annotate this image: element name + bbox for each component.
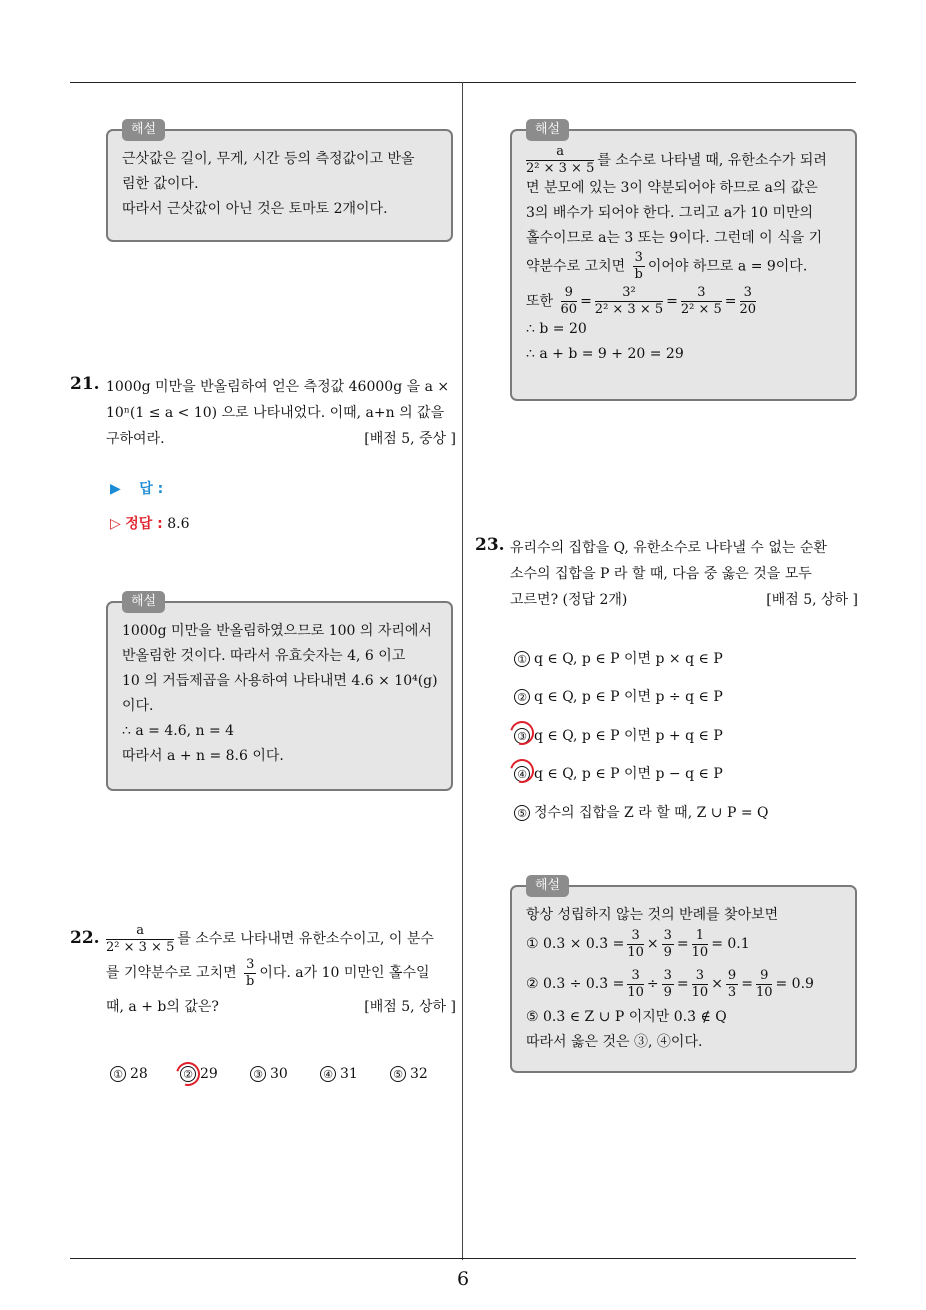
fraction: $\frac{1}{10}$: [691, 927, 709, 960]
question-line: 고르면? (정답 2개) [배점 5, 상하 ]: [510, 587, 858, 613]
option-mark: ⑤: [390, 1066, 406, 1082]
option-4[interactable]: [320, 1066, 358, 1082]
fraction: $\frac{9}{3}$: [727, 967, 737, 1000]
fraction: $\frac{3}{9}$: [663, 927, 672, 960]
bottom-rule: [70, 1258, 856, 1259]
answer-line: [110, 478, 163, 498]
solution-line: $\frac{a}{\text{2² × 3 × 5}}$ 를 소수로 나타낼 때, 유한소수가 되려: [526, 144, 827, 176]
fraction: $\frac{9}{60}$: [560, 285, 578, 317]
solution-line: ∴ a + b = 9 + 20 = 29: [526, 346, 684, 362]
question-number-23: 23.: [475, 535, 505, 555]
option-text: q ∈ Q, p ∈ P 이면 p ÷ q ∈ P: [534, 689, 723, 705]
solution-line: 항상 성립하지 않는 것의 반례를 찾아보면: [526, 907, 779, 923]
solution-line: 약분수로 고치면 $\frac{3}{b}$ 이어야 하므로 a = 9이다.: [526, 250, 808, 282]
solution-box-23: [510, 878, 857, 1073]
option-text: 정수의 집합을 Z 라 할 때, Z ∪ P = Q: [534, 805, 769, 821]
option-value: 31: [340, 1066, 358, 1082]
top-rule: [70, 82, 856, 83]
solution-line: 따라서 근삿값이 아닌 것은 토마토 2개이다.: [122, 201, 388, 217]
solution-line: 따라서 옳은 것은 ③, ④이다.: [526, 1034, 703, 1050]
fraction: $\frac{3}{\text{2² × 5}}$: [680, 285, 722, 317]
option-mark: ①: [514, 651, 530, 667]
solution-tag: 해설: [122, 591, 165, 613]
correct-label: 정답 :: [125, 516, 163, 532]
question-22-text: [106, 922, 456, 1024]
solution-line: ⑤ 0.3̇ ∈ Z ∪ P 이지만 0.3̇ ∉ Q: [526, 1009, 727, 1025]
score-label: [배점 5, 상하 ]: [766, 592, 858, 608]
option-3[interactable]: [514, 725, 723, 745]
option-value: 32: [410, 1066, 428, 1082]
solution-line: 또한 $\frac{9}{60}$ = $\frac{\text{3²}}{\text{2² × 3 × 5}}$ = $\frac{3}{\text{2² × 5}}$ = $\frac{3}{20}$: [526, 285, 757, 317]
option-mark: ③: [514, 728, 530, 744]
question-line: 유리수의 집합을 Q, 유한소수로 나타낼 수 없는 순환: [510, 540, 827, 556]
solution-line: ∴ b = 20: [526, 321, 587, 337]
option-mark: ⑤: [514, 805, 530, 821]
option-1[interactable]: [514, 648, 723, 668]
solution-line: ① 0.3 × 0.3̇ = $\frac{3}{10}$ × $\frac{3}{9}$ = $\frac{1}{10}$ = 0.1: [526, 927, 750, 960]
solution-tag: 해설: [122, 119, 165, 141]
solution-box-21: [106, 594, 453, 791]
column-divider: [462, 82, 463, 1260]
solution-line: 림한 값이다.: [122, 176, 199, 192]
option-1[interactable]: [110, 1066, 148, 1082]
page-number: 6: [456, 1268, 470, 1290]
question-text: 를 소수로 나타내면 유한소수이고, 이 분수: [177, 931, 434, 947]
question-line: 구하여라. [배점 5, 중상 ]: [106, 426, 456, 452]
option-mark: ②: [180, 1066, 196, 1082]
fraction: $\frac{a}{\text{2² × 3 × 5}}$: [106, 922, 175, 955]
question-line: 10ⁿ(1 ≤ a < 10) 으로 나타내었다. 이때, a+n 의 값을: [106, 405, 445, 421]
correct-value: 8.6: [167, 516, 190, 532]
fraction: $\frac{3}{20}$: [739, 285, 757, 317]
fraction: $\frac{3}{b}$: [634, 250, 643, 282]
option-value: 29: [200, 1066, 218, 1082]
question-number-22: 22.: [70, 928, 100, 948]
score-label: [배점 5, 상하 ]: [364, 999, 456, 1015]
fraction: $\frac{3}{10}$: [627, 927, 644, 960]
solution-line: 면 분모에 있는 3이 약분되어야 하므로 a의 값은: [526, 180, 818, 196]
option-5[interactable]: [514, 802, 768, 822]
option-text: q ∈ Q, p ∈ P 이면 p − q ∈ P: [534, 766, 723, 782]
question-number-21: 21.: [70, 374, 100, 394]
fraction: $\frac{3}{b}$: [246, 956, 255, 989]
solution-line: ② 0.3 ÷ 0.3̇ = $\frac{3}{10}$ ÷ $\frac{3}{9}$ = $\frac{3}{10}$ × $\frac{9}{3}$ = $\frac{9}{10}$ = 0.9: [526, 967, 814, 1000]
question-line: [106, 922, 456, 956]
option-mark: ②: [514, 689, 530, 705]
fraction: $\frac{3}{9}$: [663, 967, 672, 1000]
answer-arrow-icon: ▶: [110, 481, 121, 497]
correct-answer-line: [110, 513, 189, 533]
option-mark: ①: [110, 1066, 126, 1082]
question-text: 를 기약분수로 고치면: [106, 965, 237, 981]
question-line: 소수의 집합을 P 라 할 때, 다음 중 옳은 것을 모두: [510, 566, 812, 582]
answer-label: 답 :: [139, 481, 164, 497]
option-text: q ∈ Q, p ∈ P 이면 p × q ∈ P: [534, 651, 723, 667]
solution-tag: 해설: [526, 875, 569, 897]
option-4[interactable]: [514, 763, 723, 783]
option-mark: ④: [514, 766, 530, 782]
solution-line: 1000g 미만을 반올림하였으므로 100 의 자리에서: [122, 623, 432, 639]
solution-box-20: [106, 122, 453, 242]
option-value: 30: [270, 1066, 288, 1082]
option-mark: ④: [320, 1066, 336, 1082]
option-value: 28: [130, 1066, 148, 1082]
solution-tag: 해설: [526, 119, 569, 141]
solution-line: 이다.: [122, 698, 154, 714]
solution-line: 반올림한 것이다. 따라서 유효숫자는 4, 6 이고: [122, 648, 406, 664]
question-line: [106, 956, 456, 990]
fraction: $\frac{a}{\text{2² × 3 × 5}}$: [526, 144, 595, 176]
option-mark: ③: [250, 1066, 266, 1082]
solution-line: 따라서 a + n = 8.6 이다.: [122, 748, 284, 764]
question-line: 1000g 미만을 반올림하여 얻은 측정값 46000g 을 a ×: [106, 379, 450, 395]
correct-arrow-icon: ▷: [110, 516, 121, 532]
score-label: [배점 5, 중상 ]: [364, 431, 456, 447]
solution-line: 10 의 거듭제곱을 사용하여 나타내면 4.6 × 10⁴(g): [122, 673, 438, 689]
fraction: $\frac{\text{3²}}{\text{2² × 3 × 5}}$: [594, 285, 664, 317]
option-2[interactable]: [514, 686, 723, 706]
solution-line: ∴ a = 4.6, n = 4: [122, 723, 235, 739]
fraction: $\frac{9}{10}$: [755, 967, 773, 1000]
option-text: q ∈ Q, p ∈ P 이면 p + q ∈ P: [534, 728, 723, 744]
selected-circle-icon: [172, 1058, 205, 1091]
fraction: $\frac{3}{10}$: [691, 967, 709, 1000]
question-text: 이다. a가 10 미만인 홀수일: [259, 965, 430, 981]
solution-line: 근삿값은 길이, 무게, 시간 등의 측정값이고 반올: [122, 151, 415, 167]
option-5[interactable]: [390, 1066, 428, 1082]
solution-box-22: [510, 122, 857, 401]
solution-line: 홀수이므로 a는 3 또는 9이다. 그런데 이 식을 기: [526, 230, 823, 246]
fraction: $\frac{3}{10}$: [627, 967, 644, 1000]
question-21-text: [106, 374, 456, 452]
question-line: 때, a + b의 값은? [배점 5, 상하 ]: [106, 990, 456, 1024]
solution-line: 3의 배수가 되어야 한다. 그리고 a가 10 미만의: [526, 205, 814, 221]
question-23-text: [510, 535, 858, 613]
option-3[interactable]: [250, 1066, 288, 1082]
